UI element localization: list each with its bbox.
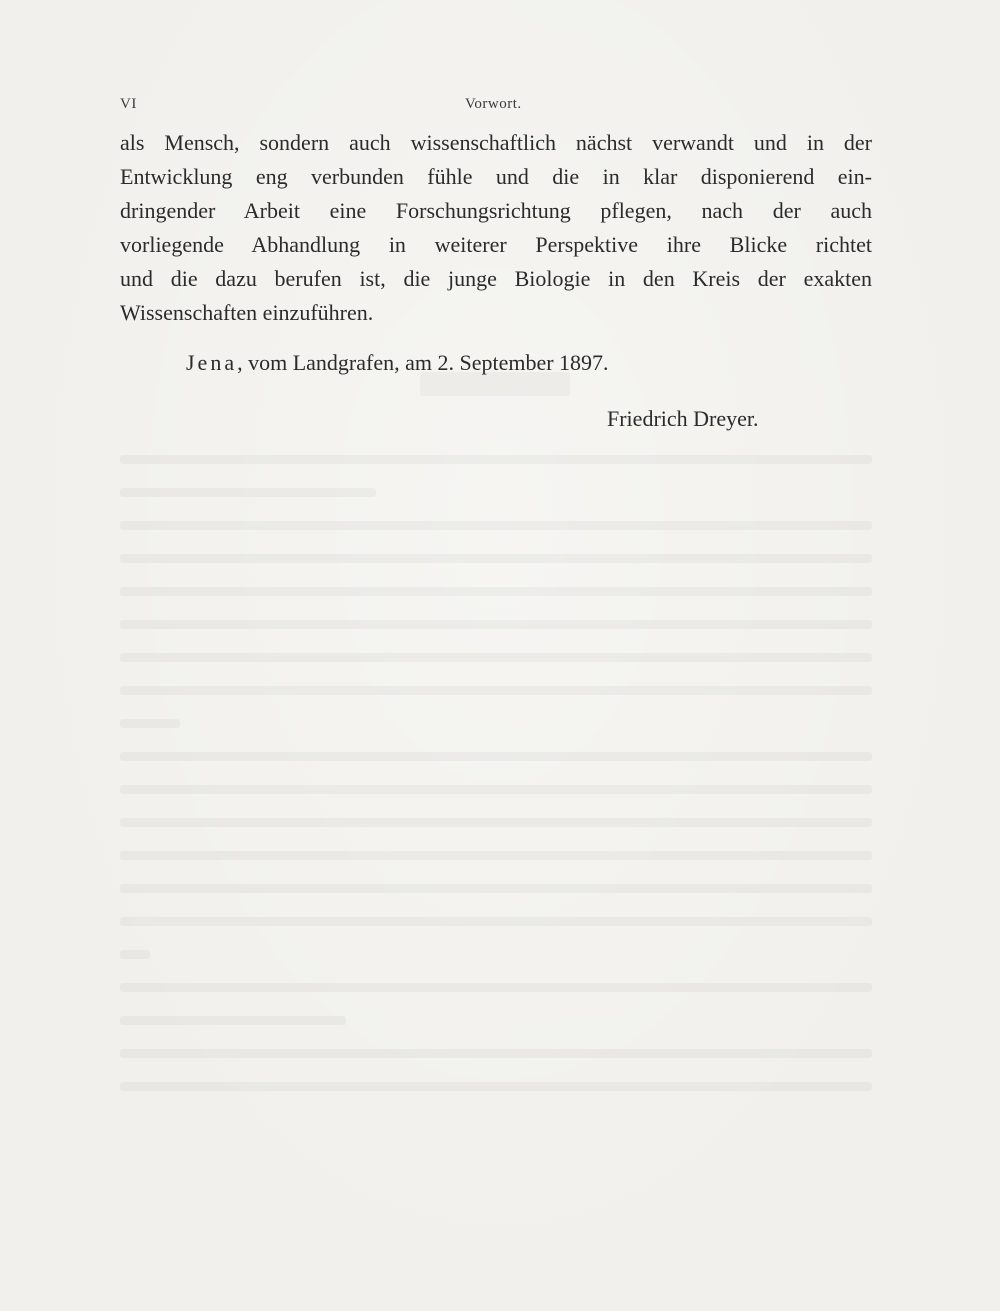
dateline-date: , vom Landgrafen, am 2. September 1897. xyxy=(237,350,609,375)
body-paragraph xyxy=(120,126,872,330)
page-header xyxy=(120,96,872,116)
body-line: Entwicklung eng verbunden fühle und die in klar disponierend ein- xyxy=(120,164,872,189)
body-line: dringender Arbeit eine Forschungsrichtung pflegen, nach der auch xyxy=(120,198,872,223)
signature: Friedrich Dreyer. xyxy=(607,406,759,431)
running-head: Vorwort. xyxy=(465,96,522,112)
body-line: vorliegende Abhandlung in weiterer Perspektive ihre Blicke richtet xyxy=(120,232,872,257)
page-number: VI xyxy=(120,96,137,112)
body-line: und die dazu berufen ist, die junge Biologie in den Kreis der exakten xyxy=(120,266,872,291)
bleed-through-text xyxy=(120,455,872,1115)
dateline-place: Jena xyxy=(186,350,238,375)
bleed-through-title xyxy=(420,372,570,396)
body-line: Wissenschaften einzuführen. xyxy=(120,300,374,325)
body-line: als Mensch, sondern auch wissenschaftlich nächst verwandt und in der xyxy=(120,130,872,155)
